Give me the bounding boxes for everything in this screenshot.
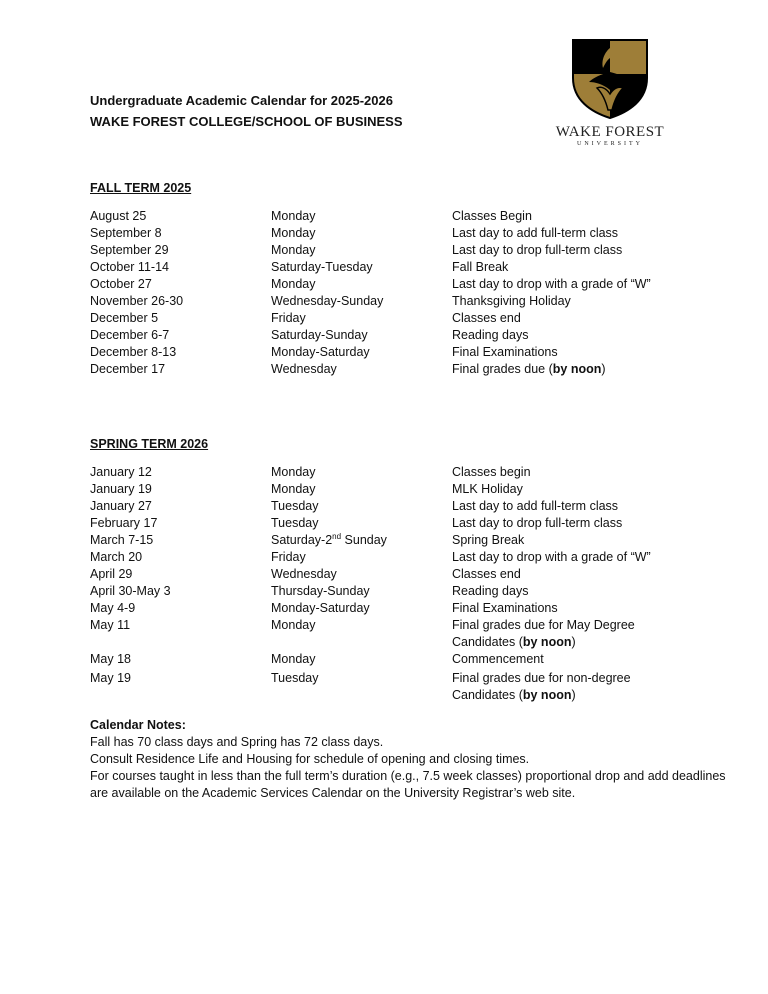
event-cell: Classes Begin — [452, 209, 532, 223]
event-cell: Reading days — [452, 328, 529, 342]
table-row — [90, 498, 690, 515]
day-cell: Saturday-Sunday — [271, 328, 368, 342]
table-row — [90, 310, 690, 327]
day-cell: Monday — [271, 226, 316, 240]
date-cell: December 6-7 — [90, 328, 170, 342]
date-cell: November 26-30 — [90, 294, 184, 308]
fall-term-heading: FALL TERM 2025 — [90, 181, 192, 195]
event-cell: Final Examinations — [452, 345, 558, 359]
event-cell: Final grades due (by noon) — [452, 362, 606, 376]
day-cell: Wednesday — [271, 567, 337, 581]
logo-subtitle: UNIVERSITY — [577, 141, 643, 147]
date-cell: October 11-14 — [90, 260, 169, 274]
table-row — [90, 670, 690, 704]
wake-forest-logo — [553, 38, 667, 150]
day-cell: Wednesday-Sunday — [271, 294, 384, 308]
day-cell: Tuesday — [271, 671, 319, 685]
date-cell: April 29 — [90, 567, 133, 581]
date-cell: May 4-9 — [90, 601, 136, 615]
table-row — [90, 293, 690, 310]
notes-heading: Calendar Notes: — [90, 718, 186, 732]
table-row — [90, 361, 690, 378]
date-cell: January 27 — [90, 499, 152, 513]
event-cell: Classes begin — [452, 465, 531, 479]
date-cell: December 17 — [90, 362, 166, 376]
spring-term-table — [90, 464, 690, 704]
event-cell: Last day to drop full-term class — [452, 516, 623, 530]
table-row — [90, 344, 690, 361]
calendar-notes — [90, 717, 730, 802]
day-cell: Monday — [271, 618, 316, 632]
event-cell: MLK Holiday — [452, 482, 523, 496]
document-subtitle: WAKE FOREST COLLEGE/SCHOOL OF BUSINESS — [90, 114, 403, 129]
day-cell: Saturday-2nd Sunday — [271, 531, 387, 547]
day-cell: Monday — [271, 209, 316, 223]
date-cell: March 20 — [90, 550, 143, 564]
date-cell: August 25 — [90, 209, 147, 223]
day-cell: Monday — [271, 482, 316, 496]
table-row — [90, 651, 690, 668]
day-cell: Saturday-Tuesday — [271, 260, 373, 274]
date-cell: December 8-13 — [90, 345, 177, 359]
event-cell: Thanksgiving Holiday — [452, 294, 571, 308]
event-cell: Final Examinations — [452, 601, 558, 615]
table-row — [90, 600, 690, 617]
date-cell: April 30-May 3 — [90, 584, 171, 598]
table-row — [90, 583, 690, 600]
table-row — [90, 464, 690, 481]
event-cell: Spring Break — [452, 533, 525, 547]
event-cell: Commencement — [452, 652, 544, 666]
date-cell: March 7-15 — [90, 533, 154, 547]
date-cell: December 5 — [90, 311, 159, 325]
day-cell: Monday — [271, 465, 316, 479]
table-row — [90, 617, 690, 651]
date-cell: January 19 — [90, 482, 152, 496]
table-row — [90, 225, 690, 242]
event-cell: Classes end — [452, 311, 521, 325]
date-cell: May 18 — [90, 652, 131, 666]
note-line: For courses taught in less than the full term’s duration (e.g., 7.5 week classes) proportional drop and add deadlines are available on the Academic Services Calendar on the University Registrar’s web site. — [90, 769, 726, 800]
date-cell: May 19 — [90, 671, 131, 685]
day-cell: Friday — [271, 311, 306, 325]
day-cell: Friday — [271, 550, 306, 564]
table-row — [90, 549, 690, 566]
table-row — [90, 515, 690, 532]
spring-term-heading: SPRING TERM 2026 — [90, 437, 209, 451]
event-cell: Fall Break — [452, 260, 509, 274]
event-cell: Last day to add full-term class — [452, 226, 619, 240]
date-cell: September 29 — [90, 243, 169, 257]
event-cell: Last day to drop with a grade of “W” — [452, 550, 651, 564]
day-cell: Monday-Saturday — [271, 601, 370, 615]
event-cell: Reading days — [452, 584, 529, 598]
day-cell: Monday — [271, 652, 316, 666]
date-cell: October 27 — [90, 277, 152, 291]
event-cell: Classes end — [452, 567, 521, 581]
event-cell: Last day to add full-term class — [452, 499, 619, 513]
note-line: Fall has 70 class days and Spring has 72 class days. — [90, 735, 384, 749]
table-row — [90, 532, 690, 549]
event-cell: Final grades due for May Degree Candidates (by noon) — [452, 618, 635, 649]
table-row — [90, 327, 690, 344]
fall-term-table — [90, 208, 690, 378]
event-cell: Last day to drop with a grade of “W” — [452, 277, 651, 291]
table-row — [90, 566, 690, 583]
table-row — [90, 481, 690, 498]
note-line: Consult Residence Life and Housing for schedule of opening and closing times. — [90, 752, 530, 766]
table-row — [90, 242, 690, 259]
logo-wordmark: WAKE FOREST — [555, 124, 665, 140]
date-cell: May 11 — [90, 618, 131, 632]
table-row — [90, 276, 690, 293]
day-cell: Thursday-Sunday — [271, 584, 370, 598]
date-cell: February 17 — [90, 516, 158, 530]
day-cell: Tuesday — [271, 499, 319, 513]
day-cell: Tuesday — [271, 516, 319, 530]
event-cell: Last day to drop full-term class — [452, 243, 623, 257]
day-cell: Monday — [271, 243, 316, 257]
day-cell: Monday-Saturday — [271, 345, 370, 359]
table-row — [90, 259, 690, 276]
date-cell: January 12 — [90, 465, 152, 479]
table-row — [90, 208, 690, 225]
shield-icon — [571, 38, 649, 120]
document-title: Undergraduate Academic Calendar for 2025-2026 — [90, 93, 393, 108]
day-cell: Monday — [271, 277, 316, 291]
event-cell: Final grades due for non-degree Candidates (by noon) — [452, 671, 631, 702]
day-cell: Wednesday — [271, 362, 337, 376]
date-cell: September 8 — [90, 226, 162, 240]
